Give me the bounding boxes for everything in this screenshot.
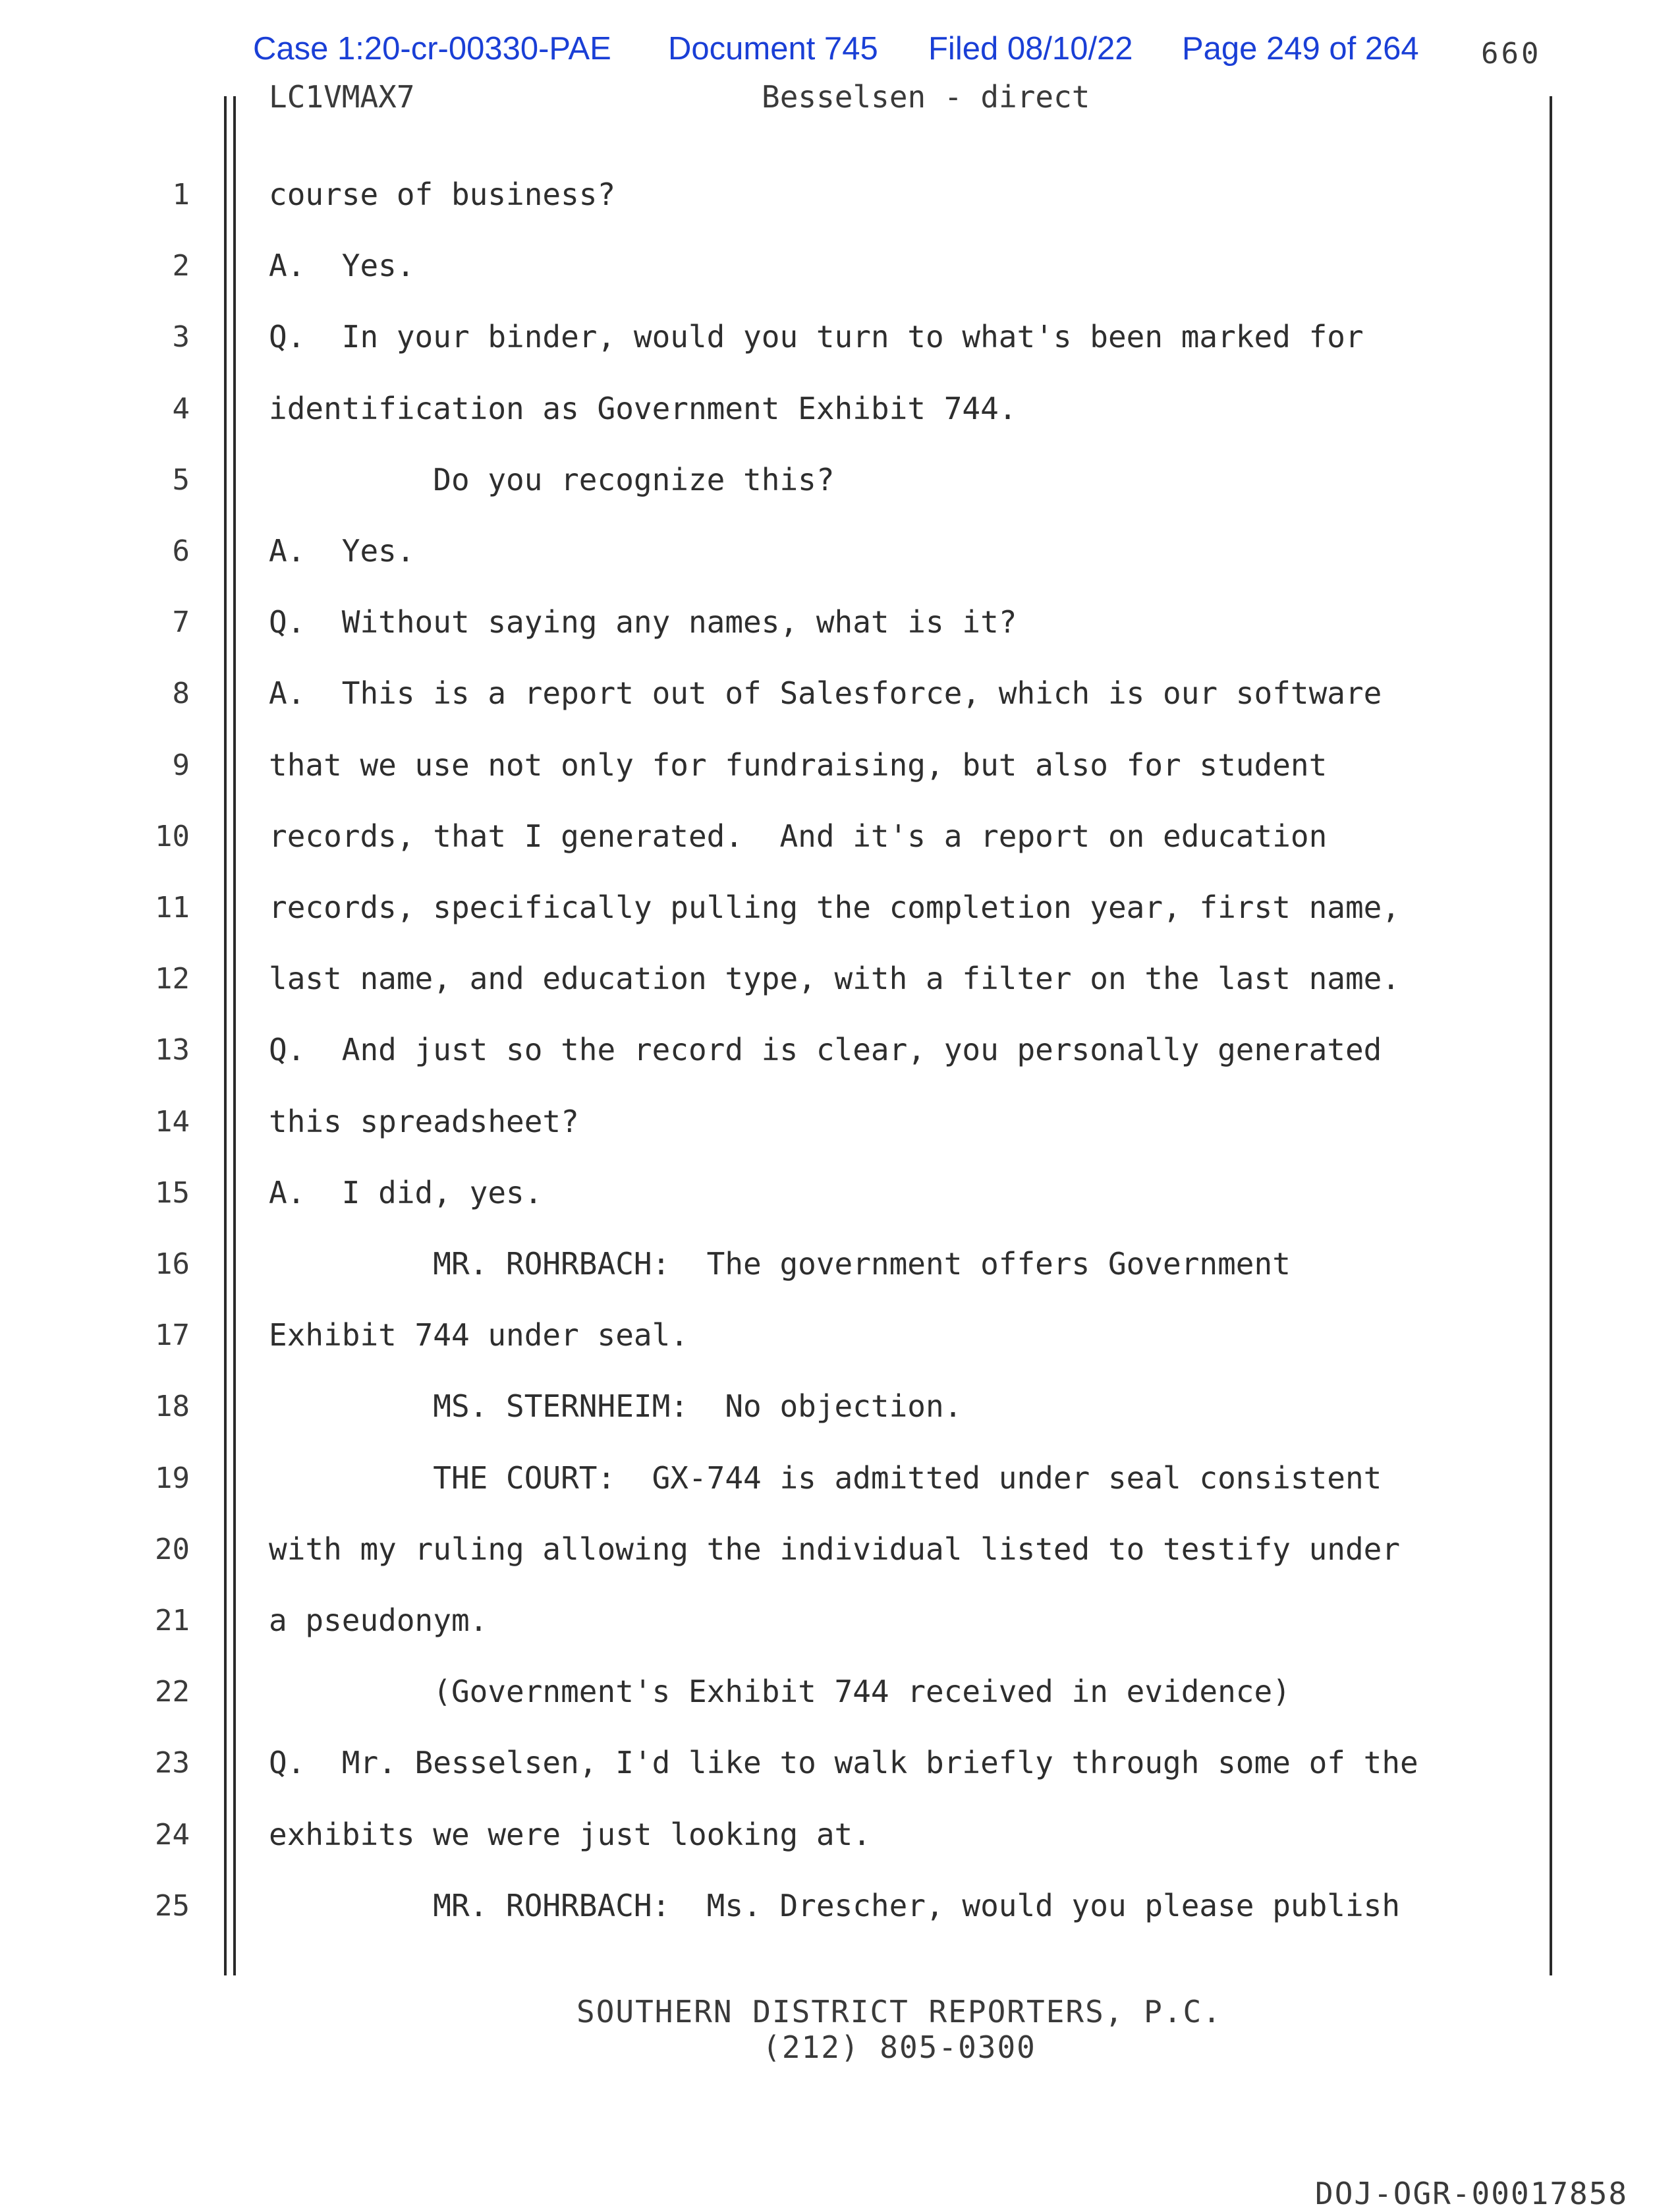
transcript-line: A. This is a report out of Salesforce, which is our software [269,675,1382,711]
case-number: Case 1:20-cr-00330-PAE [253,31,611,67]
reporter-name: SOUTHERN DISTRICT REPORTERS, P.C. [576,1994,1222,2029]
line-number: 14 [155,1105,190,1139]
line-number: 2 [172,249,190,283]
document-number: Document 745 [668,31,878,67]
transcript-line: Q. Mr. Besselsen, I'd like to walk briefly through some of the [269,1745,1418,1780]
reporter-phone: (212) 805-0300 [762,2029,1036,2065]
transcript-line: a pseudonym. [269,1602,488,1638]
transcript-line: Q. In your binder, would you turn to what's been marked for [269,319,1364,354]
transcript-line: records, that I generated. And it's a report on education [269,818,1328,854]
line-number: 18 [155,1390,190,1423]
line-number: 22 [155,1675,190,1709]
line-number: 12 [155,962,190,996]
line-number: 4 [172,392,190,426]
line-number: 15 [155,1176,190,1210]
line-number: 23 [155,1746,190,1780]
transcript-line: THE COURT: GX-744 is admitted under seal consistent [269,1460,1382,1496]
transcript-line: Exhibit 744 under seal. [269,1317,688,1353]
running-head-witness: Besselsen - direct [762,79,1090,115]
line-number: 13 [155,1033,190,1067]
transcript-line: exhibits we were just looking at. [269,1817,871,1852]
transcript-line: records, specifically pulling the completion year, first name, [269,890,1401,925]
transcript-line: MS. STERNHEIM: No objection. [269,1388,963,1424]
line-number: 9 [172,749,190,782]
transcript-line: MR. ROHRBACH: Ms. Drescher, would you please publish [269,1888,1401,1923]
transcript-line: A. Yes. [269,533,415,569]
bates-number: DOJ-OGR-00017858 [1315,2176,1629,2211]
transcript-line: identification as Government Exhibit 744. [269,391,1017,426]
line-number: 5 [172,463,190,497]
transcript-line: (Government's Exhibit 744 received in evidence) [269,1674,1291,1709]
line-number: 3 [172,320,190,354]
transcript-line: last name, and education type, with a filter on the last name. [269,961,1401,996]
line-number: 6 [172,534,190,568]
filed-date: Filed 08/10/22 [928,31,1133,67]
line-number: 24 [155,1818,190,1852]
line-number: 21 [155,1604,190,1637]
transcript-line: MR. ROHRBACH: The government offers Government [269,1246,1291,1282]
transcript-line: that we use not only for fundraising, but also for student [269,747,1328,783]
right-margin-rule [1550,96,1552,1975]
line-number: 25 [155,1889,190,1923]
line-number: 16 [155,1247,190,1281]
transcript-line: with my ruling allowing the individual listed to testify under [269,1531,1401,1567]
line-number: 8 [172,677,190,710]
line-number: 1 [172,178,190,212]
left-margin-rule-inner [233,96,236,1975]
transcript-line: Do you recognize this? [269,462,835,497]
running-head-docket: LC1VMAX7 [269,79,415,115]
transcript-line: this spreadsheet? [269,1104,579,1139]
line-number: 17 [155,1319,190,1352]
line-number: 7 [172,606,190,639]
transcript-page-number: 660 [1481,37,1542,71]
transcript-line: A. I did, yes. [269,1175,543,1210]
transcript-line: A. Yes. [269,248,415,283]
line-number: 19 [155,1461,190,1495]
line-number: 10 [155,820,190,853]
page-of-total: Page 249 of 264 [1182,31,1419,67]
left-margin-rule-outer [224,96,227,1975]
line-number: 11 [155,891,190,924]
transcript-line: course of business? [269,177,616,212]
transcript-line: Q. And just so the record is clear, you personally generated [269,1032,1382,1067]
line-number: 20 [155,1533,190,1566]
transcript-line: Q. Without saying any names, what is it? [269,604,1017,640]
